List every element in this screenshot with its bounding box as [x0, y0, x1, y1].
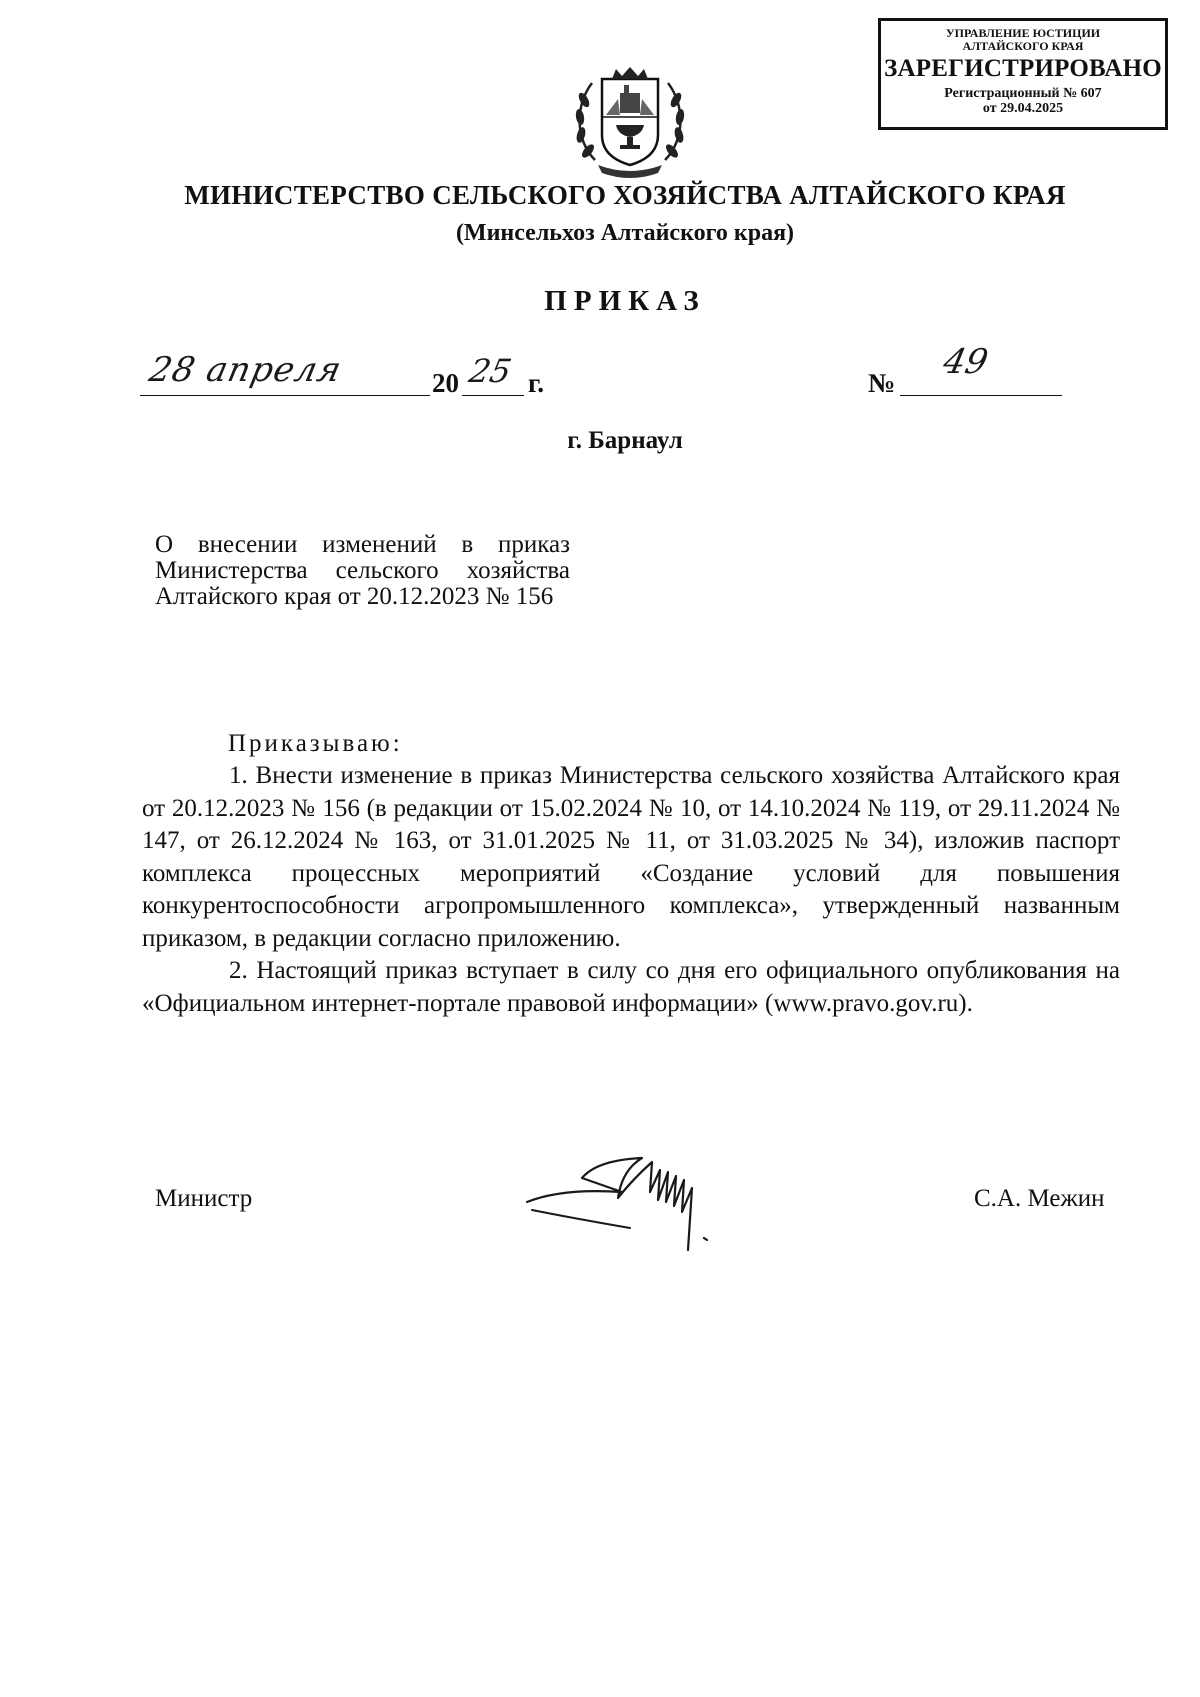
- stamp-authority-line2: АЛТАЙСКОГО КРАЯ: [962, 38, 1084, 53]
- handwritten-number: 49: [939, 342, 992, 382]
- handwritten-signature: [522, 1140, 782, 1270]
- registration-stamp: [878, 18, 1168, 130]
- year-prefix: 20: [432, 368, 459, 398]
- handwritten-date: 28 апреля: [145, 350, 346, 390]
- stamp-authority-line1: УПРАВЛЕНИЕ ЮСТИЦИИ: [945, 26, 1101, 40]
- order-item-1: 1. Внести изменение в приказ Министерства сельского хозяйства Алтайского края от 20.12.2023 № 156 (в редакции от 15.02.2024 № 10, от 14.10.2024 № 119, от 29.11.2024 № 147, от 26.12.2024 № 163, от 31.01.2025 № 11, от 31.03.2025 № 34), изложив паспорт комплекса процессных мероприятий «Создание условий для повышения конкурентоспособности агропромышленного комплекса», утвержденный названным приказом, в редакции согласно приложению.: [142, 762, 1120, 952]
- directive-word: Приказываю:: [228, 730, 403, 757]
- stamp-status: ЗАРЕГИСТРИРОВАНО: [884, 55, 1162, 83]
- city: г. Барнаул: [567, 427, 683, 454]
- handwritten-year: 25: [465, 352, 515, 390]
- number-sign: №: [868, 368, 896, 398]
- stamp-reg-number: Регистрационный № 607: [944, 86, 1102, 102]
- year-suffix: г.: [528, 368, 544, 398]
- signer-title: Министр: [155, 1185, 253, 1212]
- order-body: [142, 760, 1120, 1020]
- stamp-reg-date: от 29.04.2025: [982, 101, 1064, 117]
- ministry-short-name: (Минсельхоз Алтайского края): [455, 220, 795, 246]
- signer-name: С.А. Межин: [974, 1185, 1105, 1212]
- order-subject: О внесении изменений в приказ Министерства сельского хозяйства Алтайского края от 20.12.2023 № 156: [155, 531, 570, 610]
- coat-of-arms-icon: [570, 65, 690, 180]
- ministry-title: МИНИСТЕРСТВО СЕЛЬСКОГО ХОЗЯЙСТВА АЛТАЙСКОГО КРАЯ: [184, 180, 1066, 210]
- order-item-2: 2. Настоящий приказ вступает в силу со дня его официального опубликования на «Официальном интернет-портале правовой информации» (www.pravo.gov.ru).: [142, 957, 1120, 1017]
- document-type: ПРИКАЗ: [544, 285, 706, 317]
